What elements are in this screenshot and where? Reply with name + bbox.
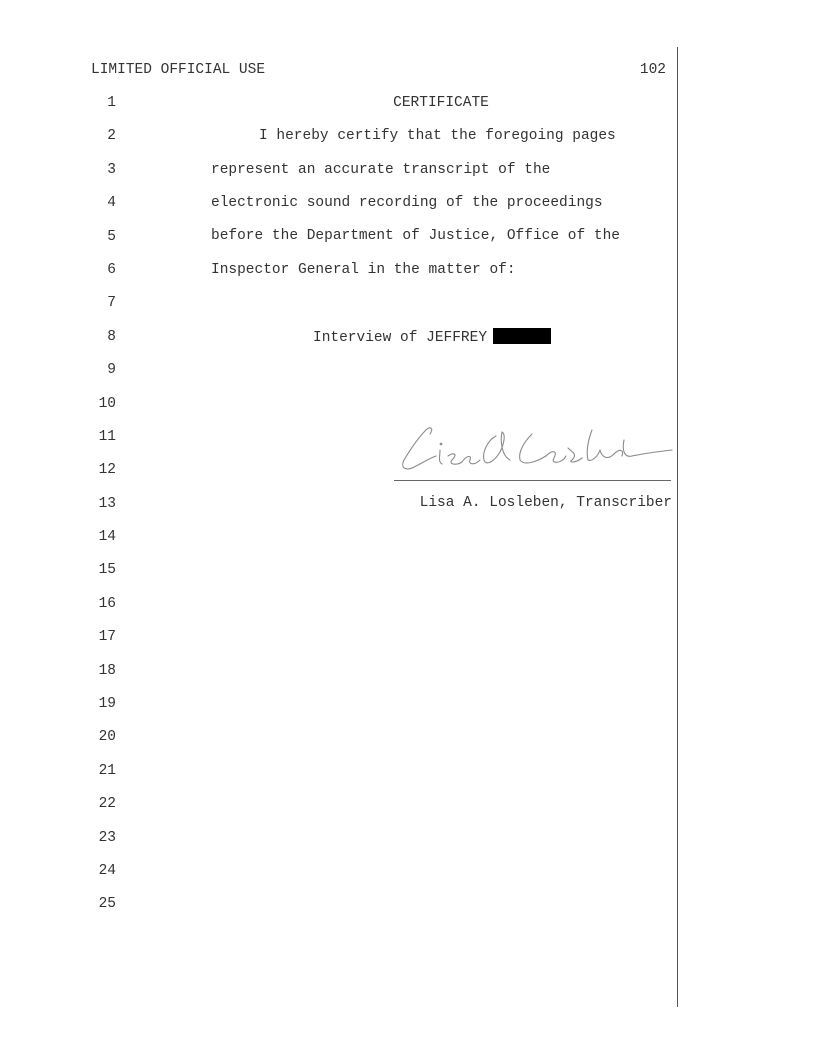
line-number: 24 xyxy=(98,862,116,879)
certification-line: I hereby certify that the foregoing pages xyxy=(259,128,616,144)
line-number: 7 xyxy=(107,295,116,312)
certification-line: electronic sound recording of the proceedings xyxy=(211,195,603,211)
line-number: 8 xyxy=(107,328,116,345)
line-number: 14 xyxy=(98,529,116,546)
interview-subject-line xyxy=(313,328,551,347)
transcriber-name: Lisa A. Losleben, Transcriber xyxy=(419,495,672,511)
certification-line: before the Department of Justice, Office of the xyxy=(211,228,620,244)
line-number: 11 xyxy=(98,428,116,445)
line-number: 22 xyxy=(98,796,116,813)
line-number: 4 xyxy=(107,195,116,212)
line-number: 2 xyxy=(107,128,116,145)
line-number: 9 xyxy=(107,362,116,379)
line-number: 12 xyxy=(98,462,116,479)
line-number: 20 xyxy=(98,729,116,746)
interview-subject-text: Interview of JEFFREY xyxy=(313,330,488,346)
line-number: 18 xyxy=(98,662,116,679)
handwritten-signature xyxy=(396,420,674,476)
line-number: 10 xyxy=(98,395,116,412)
line-number: 21 xyxy=(98,762,116,779)
classification-header: LIMITED OFFICIAL USE xyxy=(91,62,266,78)
line-number: 23 xyxy=(98,829,116,846)
right-margin-rule xyxy=(677,47,678,1007)
line-number: 6 xyxy=(107,261,116,278)
signature-line xyxy=(394,480,671,481)
certificate-title: CERTIFICATE xyxy=(393,95,489,111)
line-number: 5 xyxy=(107,228,116,245)
line-number: 3 xyxy=(107,161,116,178)
line-number: 17 xyxy=(98,629,116,646)
certification-line: Inspector General in the matter of: xyxy=(211,262,516,278)
line-number: 19 xyxy=(98,696,116,713)
line-number: 13 xyxy=(98,495,116,512)
certification-line: represent an accurate transcript of the xyxy=(211,162,551,178)
line-number: 16 xyxy=(98,595,116,612)
line-number: 15 xyxy=(98,562,116,579)
page-number: 102 xyxy=(639,62,666,78)
redaction-box xyxy=(493,328,551,344)
line-number-column xyxy=(94,95,116,930)
line-number: 1 xyxy=(107,95,116,111)
line-number: 25 xyxy=(98,896,116,913)
